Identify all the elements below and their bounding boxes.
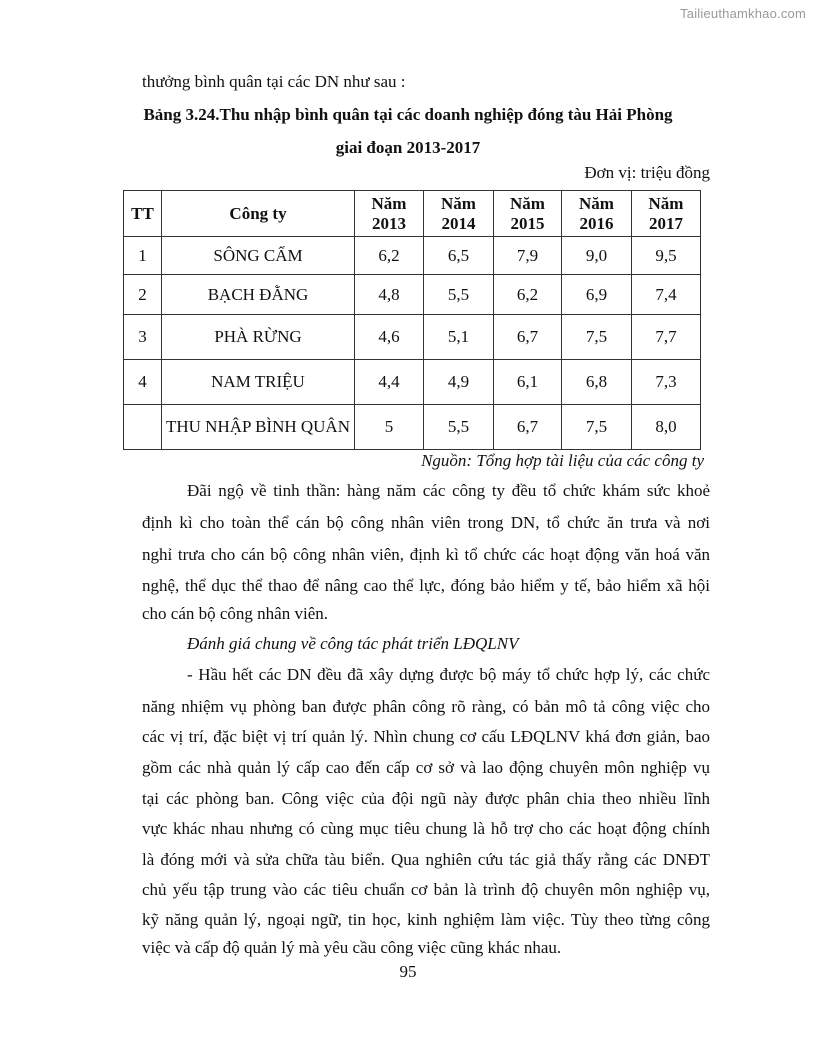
paragraph-line: tại các phòng ban. Công việc của đội ngũ này được phân chia theo nhiều lĩnh [142,789,710,808]
paragraph-line: năng nhiệm vụ phòng ban được phân công rõ ràng, có bản mô tả công việc cho [142,697,710,716]
cell-tt: 4 [124,360,162,405]
cell-company: NAM TRIỆU [162,360,355,405]
cell-value: 6,1 [494,360,562,405]
source-note: Nguồn: Tổng hợp tài liệu của các công ty [421,451,704,470]
table-row [124,360,701,405]
paragraph-line: kỹ năng quản lý, ngoại ngữ, tin học, kinh nghiệm làm việc. Tùy theo từng công [142,910,710,929]
paragraph-line: chủ yếu tập trung vào các tiêu chuẩn cơ bản là trình độ chuyên môn nghiệp vụ, [142,880,710,899]
income-table [123,190,701,450]
header-2014: Năm 2014 [424,191,494,237]
cell-tt: 2 [124,275,162,315]
cell-value: 5 [355,405,424,450]
site-watermark: Tailieuthamkhao.com [680,6,806,21]
header-2016: Năm 2016 [562,191,632,237]
section-heading: Đánh giá chung về công tác phát triển LĐQLNV [187,634,519,653]
paragraph-line: các vị trí, đặc biệt vị trí quản lý. Nhìn chung cơ cấu LĐQLNV khá đơn giản, bao [142,727,710,746]
paragraph-line: vực khác nhau nhưng có cùng mục tiêu chung là hỗ trợ cho các hoạt động chính [142,819,710,838]
header-2017: Năm 2017 [632,191,701,237]
paragraph-line: Đãi ngộ về tinh thần: hàng năm các công ty đều tổ chức khám sức khoẻ [187,481,710,500]
cell-value: 4,9 [424,360,494,405]
paragraph-line: - Hầu hết các DN đều đã xây dựng được bộ máy tổ chức hợp lý, các chức [187,665,710,684]
cell-value: 4,6 [355,315,424,360]
table-total-row [124,405,701,450]
cell-tt [124,405,162,450]
header-tt: TT [124,191,162,237]
intro-line: thưởng bình quân tại các DN như sau : [142,72,406,91]
paragraph-line: nghỉ trưa cho cán bộ công nhân viên, định kì tổ chức các hoạt động văn hoá văn [142,545,710,564]
table-title-line-2: giai đoạn 2013-2017 [335,138,481,157]
unit-label: Đơn vị: triệu đồng [584,163,710,182]
cell-value: 6,9 [562,275,632,315]
cell-tt: 1 [124,237,162,275]
cell-value: 6,2 [494,275,562,315]
table-row [124,315,701,360]
cell-value: 4,8 [355,275,424,315]
cell-value: 7,5 [562,405,632,450]
cell-value: 6,8 [562,360,632,405]
cell-value: 9,0 [562,237,632,275]
cell-company: PHÀ RỪNG [162,315,355,360]
cell-tt: 3 [124,315,162,360]
cell-value: 7,4 [632,275,701,315]
paragraph-line: việc và cấp độ quản lý mà yêu cầu công việc cũng khác nhau. [142,938,562,957]
cell-value: 5,5 [424,405,494,450]
cell-value: 7,7 [632,315,701,360]
cell-value: 7,3 [632,360,701,405]
cell-value: 6,7 [494,315,562,360]
cell-company: THU NHẬP BÌNH QUÂN [162,405,355,450]
cell-value: 6,7 [494,405,562,450]
cell-value: 6,2 [355,237,424,275]
paragraph-line: định kì cho toàn thể cán bộ công nhân viên trong DN, tổ chức ăn trưa và nơi [142,513,710,532]
cell-company: SÔNG CẤM [162,237,355,275]
cell-value: 6,5 [424,237,494,275]
cell-value: 9,5 [632,237,701,275]
cell-value: 4,4 [355,360,424,405]
cell-company: BẠCH ĐẰNG [162,275,355,315]
page-number: 95 [399,962,417,981]
table-header-row [124,191,701,237]
header-2015: Năm 2015 [494,191,562,237]
table-row [124,275,701,315]
paragraph-line: là đóng mới và sửa chữa tàu biển. Qua nghiên cứu tác giả thấy rằng các DNĐT [142,850,710,869]
table-title-line-1: Bảng 3.24.Thu nhập bình quân tại các doanh nghiệp đóng tàu Hải Phòng [143,105,673,124]
cell-value: 7,9 [494,237,562,275]
cell-value: 7,5 [562,315,632,360]
paragraph-line: cho cán bộ công nhân viên. [142,604,328,623]
cell-value: 5,1 [424,315,494,360]
header-2013: Năm 2013 [355,191,424,237]
cell-value: 8,0 [632,405,701,450]
paragraph-line: gồm các nhà quản lý cấp cao đến cấp cơ sở và lao động chuyên môn nghiệp vụ [142,758,710,777]
header-company: Công ty [162,191,355,237]
table-row [124,237,701,275]
cell-value: 5,5 [424,275,494,315]
paragraph-line: nghệ, thể dục thể thao để nâng cao thể lực, đóng bảo hiểm y tế, bảo hiểm xã hội [142,576,710,595]
